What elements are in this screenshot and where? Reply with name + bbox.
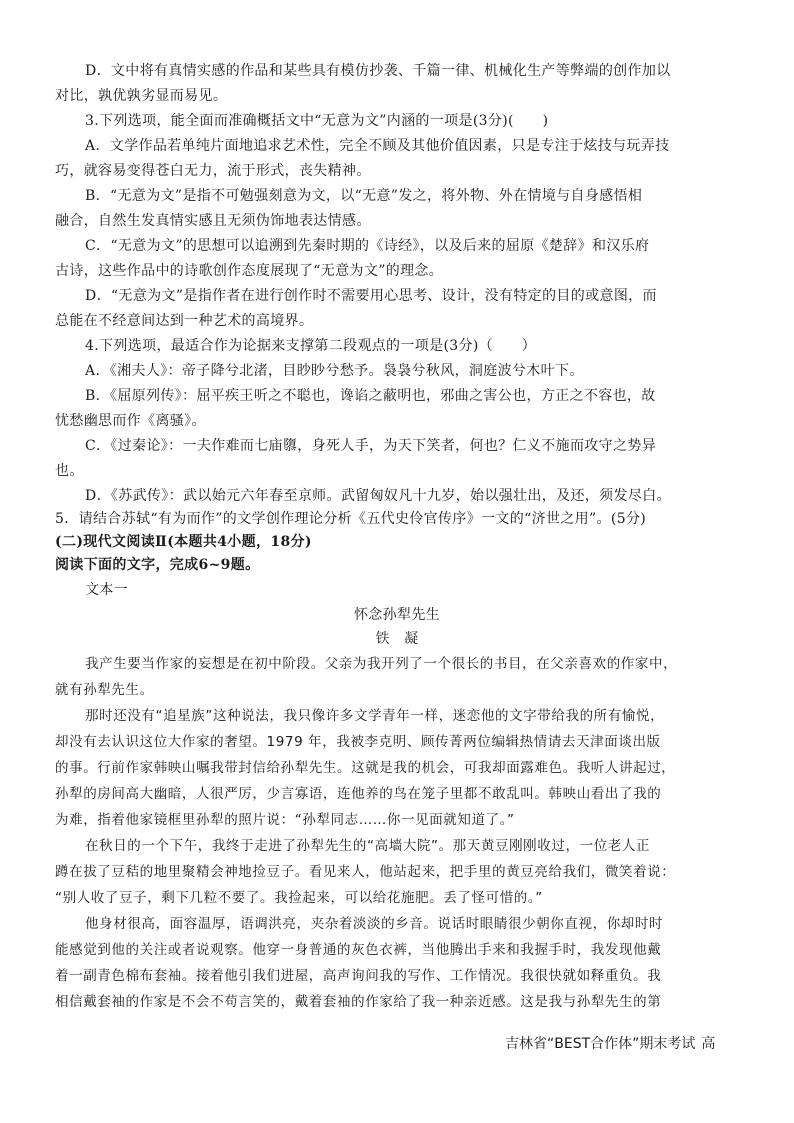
article-line: 却没有去认识这位大作家的奢望。1979 年，我被李克明、顾传菁两位编辑热情请去天津面谈出版 <box>55 734 661 750</box>
page-marker: 高 <box>701 1036 716 1052</box>
q4-option-b-line2: 忧愁幽思而作《离骚》。 <box>55 413 206 429</box>
article-title: 怀念孙犁先生 <box>353 607 441 623</box>
article-line: 相信戴套袖的作家是不会不苟言笑的，戴着套袖的作家给了我一种亲近感。这是我与孙犁先生的第 <box>55 994 662 1010</box>
article-line: 就有孙犁先生。 <box>55 682 154 698</box>
article-line: 能感觉到他的关注或者说观察。他穿一身普通的灰色衣裤，当他腾出手来和我握手时，我发现他戴 <box>55 942 662 958</box>
q5-stem: 5．请结合苏轼“有为而作”的文学创作理论分析《五代史伶官传序》一文的“济世之用”。(5分) <box>55 511 647 527</box>
q3-option-c-line1: C．“无意为文”的思想可以追溯到先秦时期的《诗经》，以及后来的屈原《楚辞》和汉乐府 <box>85 238 650 254</box>
article-line: 我产生要当作家的妄想是在初中阶段。父亲为我开列了一个很长的书目，在父亲喜欢的作家中， <box>85 656 678 672</box>
article-line: 他身材很高，面容温厚，语调洪亮，夹杂着淡淡的乡音。说话时眼睛很少朝你直视，你却时时 <box>85 916 664 932</box>
q4-option-c-line1: C．《过秦论》：一夫作难而七庙隳，身死人手，为天下笑者，何也？仁义不施而攻守之势异 <box>85 438 657 454</box>
article-line: “别人收了豆子，剩下几粒不要了。我捡起来，可以给花施肥。丢了怪可惜的。” <box>55 890 543 906</box>
q3-option-b-line2: 融合，自然生发真情实感且无须伪饰地表达情感。 <box>55 213 371 229</box>
article-line: 在秋日的一个下午，我终于走进了孙犁先生的“高墙大院”。那天黄豆刚刚收过，一位老人正 <box>85 838 651 854</box>
q4-option-c-line2: 也。 <box>55 463 84 479</box>
q3-option-c-line2: 古诗，这些作品中的诗歌创作态度展现了“无意为文”的理念。 <box>55 263 444 279</box>
article-author: 铁 凝 <box>375 631 419 647</box>
q3-stem: 3.下列选项，能全面而准确概括文中“无意为文”内涵的一项是(3分)( ) <box>85 113 549 129</box>
q3-option-a-line2: 巧，就容易变得苍白无力，流于形式，丧失精神。 <box>55 163 371 179</box>
page-footer <box>505 1033 715 1053</box>
article-line: 的事。行前作家韩映山嘱我带封信给孙犁先生。这就是我的机会，可我却面露难色。我听人讲起过， <box>55 760 676 776</box>
q3-option-a-line1: A．文学作品若单纯片面地追求艺术性，完全不顾及其他价值因素，只是专注于炫技与玩弄技 <box>85 138 670 154</box>
article-line: 蹲在拔了豆秸的地里聚精会神地捡豆子。看见来人，他站起来，把手里的黄豆亮给我们，微笑着说： <box>55 864 676 880</box>
section-heading: (二)现代文阅读Ⅱ(本题共4小题，18分) <box>55 534 312 550</box>
q4-option-a: A．《湘夫人》：帝子降兮北渚，目眇眇兮愁予。袅袅兮秋风，洞庭波兮木叶下。 <box>85 363 584 379</box>
q2-option-d-line1: D．文中将有真情实感的作品和某些具有模仿抄袭、千篇一律、机械化生产等弊端的创作加以 <box>85 63 671 79</box>
q4-option-b-line1: B．《屈原列传》：屈平疾王听之不聪也，谗谄之蔽明也，邪曲之害公也，方正之不容也，故 <box>85 388 656 404</box>
q2-option-d-line2: 对比，孰优孰劣显而易见。 <box>55 88 228 104</box>
q3-option-d-line1: D．“无意为文”是指作者在进行创作时不需要用心思考、设计，没有特定的目的或意图，而 <box>85 288 657 304</box>
reading-instruction: 阅读下面的文字，完成6~9题。 <box>55 557 260 573</box>
article-line: 孙犁的房间高大幽暗，人很严厉，少言寡语，连他养的鸟在笼子里都不敢乱叫。韩映山看出了我的 <box>55 786 662 802</box>
q3-option-d-line2: 总能在不经意间达到一种艺术的高境界。 <box>55 313 314 329</box>
article-line: 为难，指着他家镜框里孙犁的照片说：“孙犁同志……你一见面就知道了。” <box>55 812 515 828</box>
q4-stem: 4.下列选项，最适合作为论据来支撑第二段观点的一项是(3分)（ ） <box>85 338 537 354</box>
text-one-label: 文本一 <box>85 582 129 598</box>
q4-option-d: D．《苏武传》：武以始元六年春至京师。武留匈奴凡十九岁，始以强壮出，及还，须发尽白。 <box>85 488 671 504</box>
article-line: 那时还没有“追星族”这种说法，我只像许多文学青年一样，迷恋他的文字带给我的所有愉悦， <box>85 708 665 724</box>
exam-name: 吉林省“BEST合作体”期末考试 <box>505 1036 696 1052</box>
q3-option-b-line1: B．“无意为文”是指不可勉强刻意为文，以“无意”发之，将外物、外在情境与自身感悟相 <box>85 188 643 204</box>
article-line: 着一副青色棉布套袖。接着他引我们进屋，高声询问我的写作、工作情况。我很快就如释重负。我 <box>55 968 662 984</box>
